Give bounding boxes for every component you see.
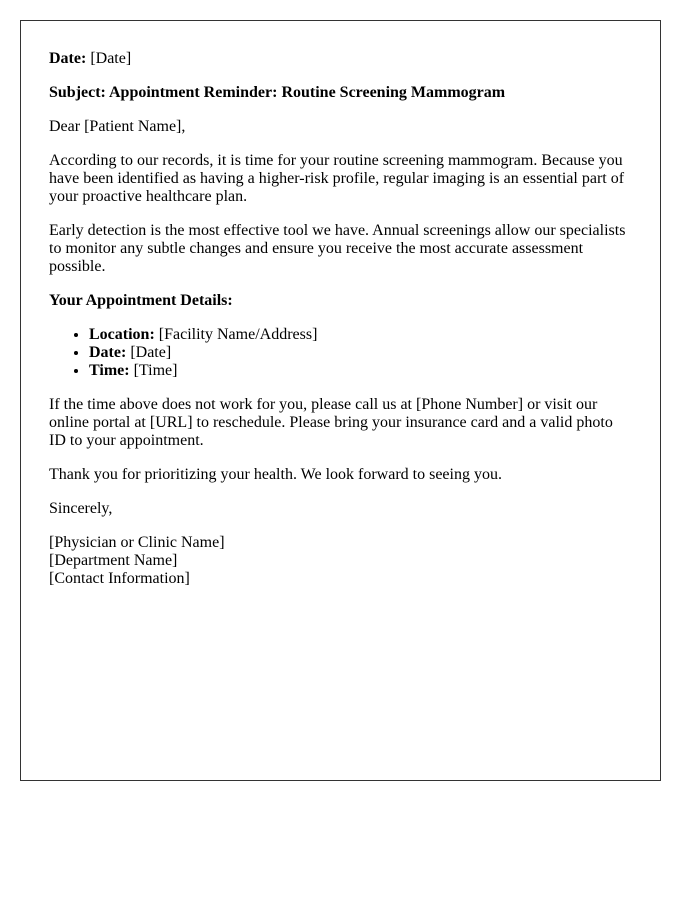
detail-date [89, 344, 632, 362]
signature-contact: [Contact Information] [49, 570, 190, 587]
signature-department: [Department Name] [49, 552, 178, 569]
date-value: [Date] [90, 50, 132, 67]
paragraph-thanks: Thank you for prioritizing your health. We look forward to seeing you. [49, 466, 502, 483]
detail-label: Location: [89, 326, 155, 343]
paragraph-reschedule: If the time above does not work for you, please call us at [Phone Number] or visit our online portal at [URL] to reschedule. Please bring your insurance card and a valid photo ID to your appointment. [49, 396, 613, 449]
appointment-details-list [49, 326, 632, 380]
detail-value: [Facility Name/Address] [158, 326, 318, 343]
detail-label: Time: [89, 362, 130, 379]
signature-block [49, 534, 632, 588]
signature-name: [Physician or Clinic Name] [49, 534, 225, 551]
paragraph-intro: According to our records, it is time for your routine screening mammogram. Because you have been identified as having a higher-risk profile, regular imaging is an essential part of your proactive healthcare plan. [49, 152, 625, 205]
detail-value: [Date] [130, 344, 172, 361]
detail-location [89, 326, 632, 344]
subject-line: Subject: Appointment Reminder: Routine Screening Mammogram [49, 84, 506, 101]
date-label: Date: [49, 50, 87, 67]
detail-label: Date: [89, 344, 127, 361]
details-heading: Your Appointment Details: [49, 292, 233, 309]
date-line [49, 50, 632, 68]
salutation: Dear [Patient Name], [49, 118, 186, 135]
closing: Sincerely, [49, 500, 113, 517]
detail-time [89, 362, 632, 380]
detail-value: [Time] [133, 362, 178, 379]
letter-document [20, 20, 661, 781]
paragraph-early-detection: Early detection is the most effective tool we have. Annual screenings allow our specialists to monitor any subtle changes and ensure you receive the most accurate assessment possible. [49, 222, 626, 275]
